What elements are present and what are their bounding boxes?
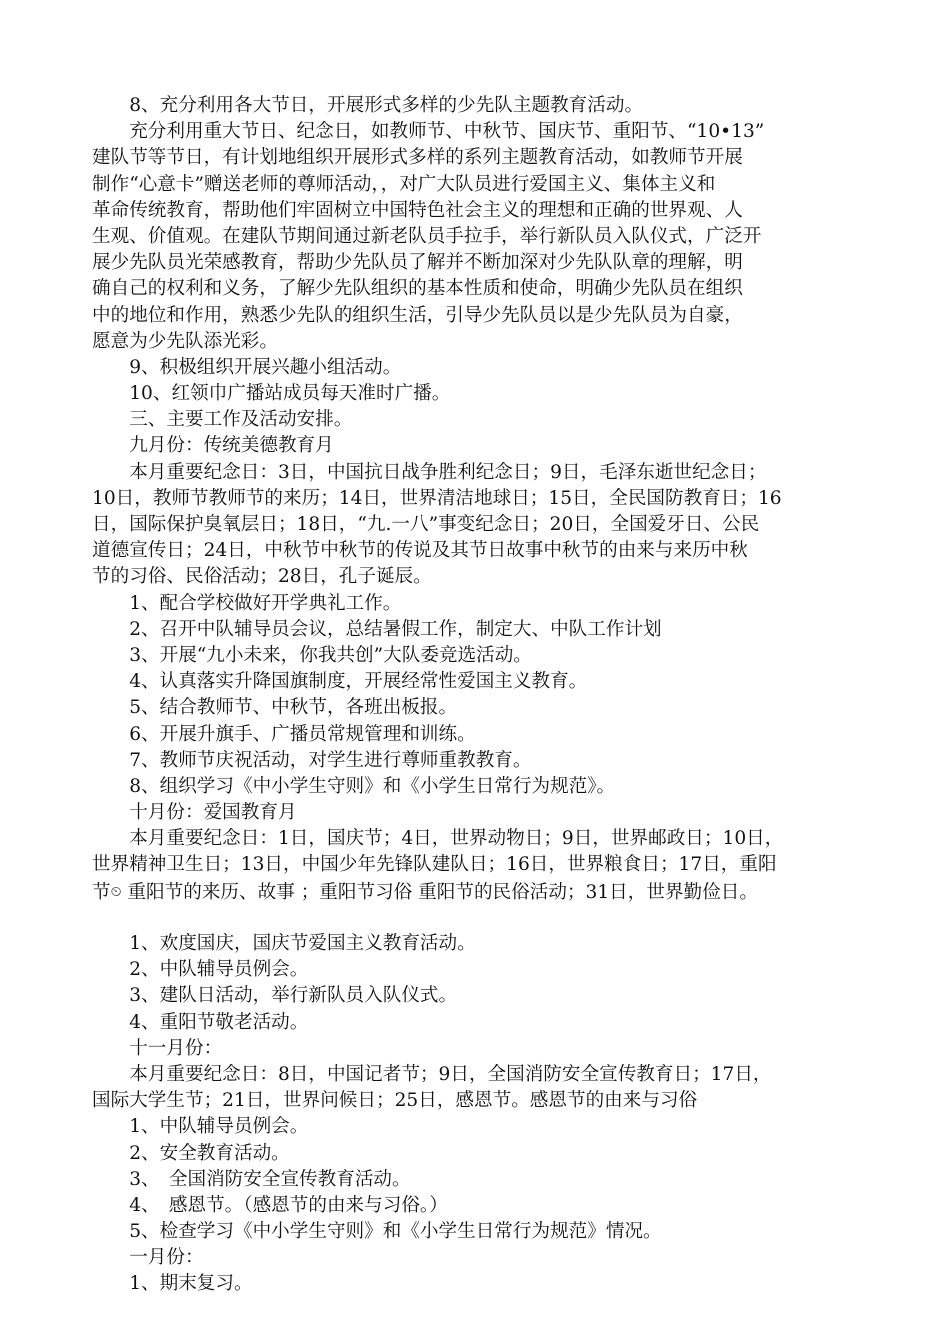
list-item: 1、中队辅导员例会。 xyxy=(92,1116,309,1138)
clock-line-prefix: 节 xyxy=(92,881,111,903)
list-item: 6、开展升旗手、广播员常规管理和训练。 xyxy=(92,723,476,745)
paragraph-line: 8、充分利用各大节日，开展形式多样的少先队主题教育活动。 xyxy=(92,95,644,116)
paragraph-line: 生观、价值观。在建队节期间通过新老队员手拉手，举行新队员入队仪式，广泛开 xyxy=(92,225,762,247)
paragraph-line: 10日，教师节教师节的来历；14日，世界清洁地球日；15日，全民国防教育日；16 xyxy=(92,487,782,509)
month-heading-january: 一月份： xyxy=(92,1247,204,1269)
paragraph-line: 展少先队员光荣感教育，帮助少先队员了解并不断加深对少先队队章的理解，明 xyxy=(92,252,743,274)
paragraph-line: 10、红领巾广播站成员每天准时广播。 xyxy=(92,383,451,405)
list-item: 4、认真落实升降国旗制度，开展经常性爱国主义教育。 xyxy=(92,671,588,693)
paragraph-line: 建队节等节日，有计划地组织开展形式多样的系列主题教育活动，如教师节开展 xyxy=(92,147,743,169)
list-item: 2、中队辅导员例会。 xyxy=(92,959,309,981)
blank-line xyxy=(92,905,882,931)
paragraph-line: 本月重要纪念日：3日，中国抗日战争胜利纪念日；9日，毛泽东逝世纪念日； xyxy=(92,461,767,483)
list-item: 2、召开中队辅导员会议，总结暑假工作，制定大、中队工作计划 xyxy=(92,618,662,640)
paragraph-line: 确自己的权利和义务，了解少先队组织的基本性质和使命，明确少先队员在组织 xyxy=(92,278,743,300)
list-item: 3、建队日活动，举行新队员入队仪式。 xyxy=(92,985,458,1007)
paragraph-line: 本月重要纪念日：1日，国庆节；4日，世界动物日；9日，世界邮政日；10日， xyxy=(92,828,784,850)
list-item: 4、重阳节敬老活动。 xyxy=(92,1011,309,1033)
month-heading-october: 十月份：爱国教育月 xyxy=(92,802,297,824)
clock-icon: ⏲ xyxy=(110,883,122,900)
list-item: 2、安全教育活动。 xyxy=(92,1142,290,1164)
list-item: 7、教师节庆祝活动，对学生进行尊师重教教育。 xyxy=(92,749,532,771)
list-item: 3、开展“九小未来，你我共创”大队委竞选活动。 xyxy=(92,644,532,666)
list-item: 1、配合学校做好开学典礼工作。 xyxy=(92,592,402,614)
section-heading: 三、主要工作及活动安排。 xyxy=(92,409,353,431)
paragraph-line: 革命传统教育，帮助他们牢固树立中国特色社会主义的理想和正确的世界观、人 xyxy=(92,199,743,221)
paragraph-line: 道德宣传日；24日，中秋节中秋节的传说及其节日故事中秋节的由来与来历中秋 xyxy=(92,540,748,562)
list-item: 8、组织学习《中小学生守则》和《小学生日常行为规范》。 xyxy=(92,775,616,797)
paragraph-line: 愿意为少先队添光彩。 xyxy=(92,330,278,352)
paragraph-line: 制作“心意卡”赠送老师的尊师活动，，对广大队员进行爱国主义、集体主义和 xyxy=(92,173,716,195)
list-item: 1、欢度国庆，国庆节爱国主义教育活动。 xyxy=(92,933,476,954)
list-item: 5、检查学习《中小学生守则》和《小学生日常行为规范》情况。 xyxy=(92,1221,662,1243)
paragraph-line xyxy=(92,879,882,905)
paragraph-line: 世界精神卫生日；13日，中国少年先锋队建队日；16日，世界粮食日；17日，重阳 xyxy=(92,854,777,876)
list-item: 4、 感恩节。（感恩节的由来与习俗。） xyxy=(92,1194,448,1216)
paragraph-line: 本月重要纪念日：8日，中国记者节；9日，全国消防安全宣传教育日；17日， xyxy=(92,1063,772,1085)
month-heading-september: 九月份：传统美德教育月 xyxy=(92,435,334,457)
list-item: 1、期末复习。 xyxy=(92,1273,253,1295)
list-item: 3、 全国消防安全宣传教育活动。 xyxy=(92,1168,411,1190)
month-heading-november: 十一月份： xyxy=(92,1037,223,1059)
paragraph-line: 节的习俗、民俗活动；28日，孔子诞辰。 xyxy=(92,566,432,588)
document-body xyxy=(92,93,882,1298)
paragraph-line: 充分利用重大节日、纪念日，如教师节、中秋节、国庆节、重阳节、“10•13” xyxy=(92,121,765,143)
paragraph-line: 国际大学生节；21日，世界问候日；25日，感恩节。感恩节的由来与习俗 xyxy=(92,1090,698,1112)
paragraph-line: 中的地位和作用，熟悉少先队的组织生活，引导少先队员以是少先队员为自豪， xyxy=(92,304,743,326)
clock-line-suffix: 重阳节的来历、故事 ；重阳节习俗 重阳节的民俗活动；31日，世界勤俭日。 xyxy=(121,881,758,903)
paragraph-line: 日，国际保护臭氧层日；18日，“九.一八”事变纪念日；20日，全国爱牙日、公民 xyxy=(92,514,760,535)
list-item: 5、结合教师节、中秋节，各班出板报。 xyxy=(92,697,458,719)
paragraph-line: 9、积极组织开展兴趣小组活动。 xyxy=(92,356,402,378)
